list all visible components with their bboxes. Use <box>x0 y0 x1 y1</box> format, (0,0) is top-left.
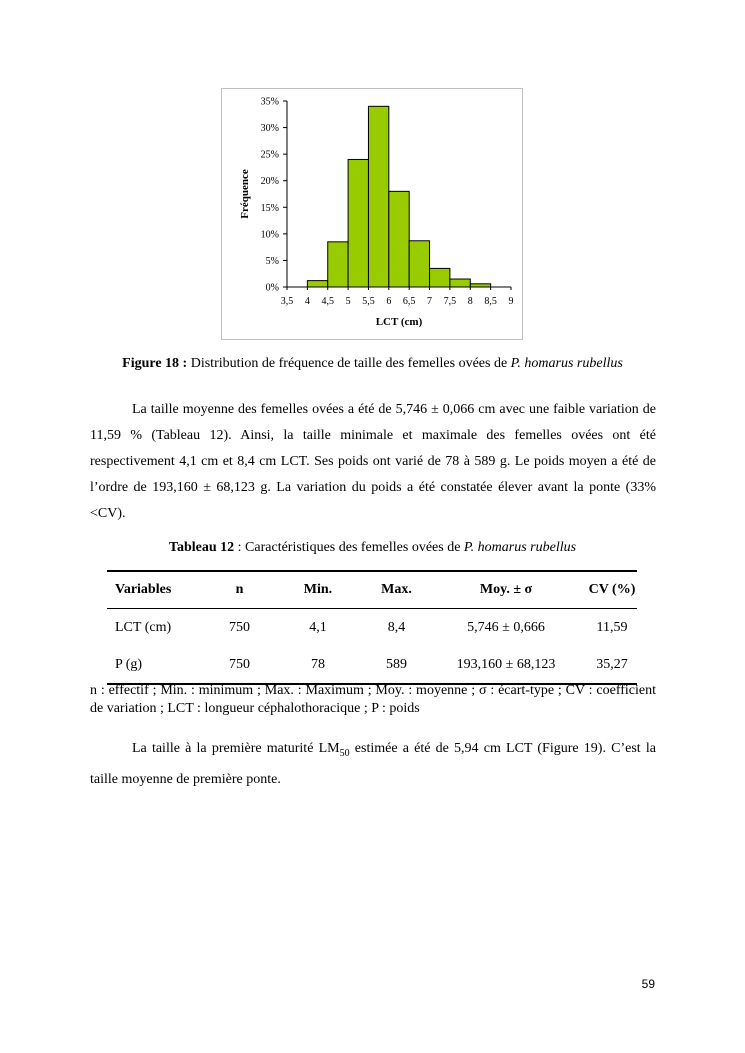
y-tick-label: 15% <box>260 202 279 214</box>
histogram-bar <box>409 241 429 287</box>
y-tick-label: 5% <box>265 255 279 267</box>
header-max: Max. <box>381 582 412 597</box>
y-tick-label: 25% <box>260 149 279 161</box>
cell-mean-sd: 5,746 ± 0,666 <box>467 619 545 635</box>
x-tick-label: 4 <box>304 296 310 307</box>
x-tick-label: 6,5 <box>402 296 416 307</box>
header-min: Min. <box>303 582 333 597</box>
x-tick-label: 9 <box>508 296 514 307</box>
cell-max: 589 <box>386 656 407 672</box>
y-tick-label: 30% <box>260 123 279 135</box>
x-tick-label: 4,5 <box>321 296 334 307</box>
header-cv: CV (%) <box>588 582 636 597</box>
histogram-bar <box>430 268 450 287</box>
x-tick-label: 7 <box>427 296 433 307</box>
figure-caption-species: P. homarus rubellus <box>510 356 623 371</box>
table-header-row <box>107 571 637 609</box>
paragraph-size-description <box>90 397 656 527</box>
paragraph-2-after: estimée a été de 5,94 cm LCT (Figure 19). C’est la taille moyenne de première ponte. <box>90 741 656 787</box>
figure-label: Figure 18 : <box>122 356 188 371</box>
x-tick-label: 8 <box>467 296 473 307</box>
characteristics-table <box>107 570 637 685</box>
page-number: 59 <box>641 977 655 991</box>
histogram-bar <box>450 279 470 287</box>
y-axis-label: Fréquence <box>239 169 251 219</box>
cell-variable: P (g) <box>115 656 143 672</box>
cell-n: 750 <box>229 656 250 672</box>
table-row <box>107 609 637 647</box>
cell-cv: 35,27 <box>596 656 628 672</box>
header-n: n <box>235 582 244 597</box>
figure-caption-text: Distribution de fréquence de taille des femelles ovées de <box>187 356 511 371</box>
y-tick-label: 35% <box>260 96 279 108</box>
x-tick-label: 5 <box>345 296 351 307</box>
paragraph-maturity <box>90 736 656 793</box>
paragraph-1: La taille moyenne des femelles ovées a été de 5,746 ± 0,066 cm avec une faible variation de 11,59 % (Tableau 12). Ainsi, la taille minimale et maximale des femelles ovées ont été respectivement 4,1 cm et 8,4 cm LCT. Ses poids ont varié de 78 à 589 g. Le poids moyen a été de l’ordre de 193,160 ± 68,123 g. La variation du poids a été constatée élever avant la ponte (33%<CV). <box>90 402 656 521</box>
histogram-figure <box>221 88 523 340</box>
table-row <box>107 646 637 684</box>
paragraph-2 <box>90 736 656 793</box>
histogram-bar <box>348 159 368 287</box>
x-tick-label: 7,5 <box>443 296 457 307</box>
x-tick-label: 3,5 <box>280 296 294 307</box>
cell-min: 78 <box>311 656 325 672</box>
x-axis-label: LCT (cm) <box>375 316 423 328</box>
header-mean-sd: Moy. ± σ <box>479 582 533 597</box>
x-tick-label: 5,5 <box>362 296 375 307</box>
histogram-bar <box>389 191 409 287</box>
cell-mean-sd: 193,160 ± 68,123 <box>456 656 556 672</box>
table-label: Tableau 12 <box>168 540 235 555</box>
cell-cv: 11,59 <box>596 619 628 635</box>
table-caption-species: P. homarus rubellus <box>463 540 577 555</box>
paragraph-2-subscript: 50 <box>339 747 350 759</box>
histogram-chart <box>222 89 522 339</box>
table-notes: n : effectif ; Min. : minimum ; Max. : Maximum ; Moy. : moyenne ; σ : écart-type ; CV : coefficient de variation ; LCT : longueur céphalothoracique ; P : poids <box>90 683 656 716</box>
y-tick-label: 0% <box>265 282 279 294</box>
cell-variable: LCT (cm) <box>115 619 172 635</box>
table-caption-text: : Caractéristiques des femelles ovées de <box>234 540 464 555</box>
header-variables: Variables <box>115 582 172 597</box>
paragraph-2-before: La taille à la première maturité LM <box>132 741 340 756</box>
table-caption <box>0 540 745 556</box>
cell-min: 4,1 <box>309 619 327 635</box>
y-tick-label: 20% <box>260 176 279 188</box>
x-tick-label: 6 <box>386 296 392 307</box>
cell-max: 8,4 <box>387 619 406 635</box>
histogram-bar <box>328 242 348 287</box>
x-tick-label: 8,5 <box>484 296 497 307</box>
y-tick-label: 10% <box>260 229 279 241</box>
histogram-bar <box>307 281 327 287</box>
cell-n: 750 <box>229 619 250 635</box>
histogram-bar <box>368 106 388 287</box>
figure-caption <box>0 356 745 372</box>
